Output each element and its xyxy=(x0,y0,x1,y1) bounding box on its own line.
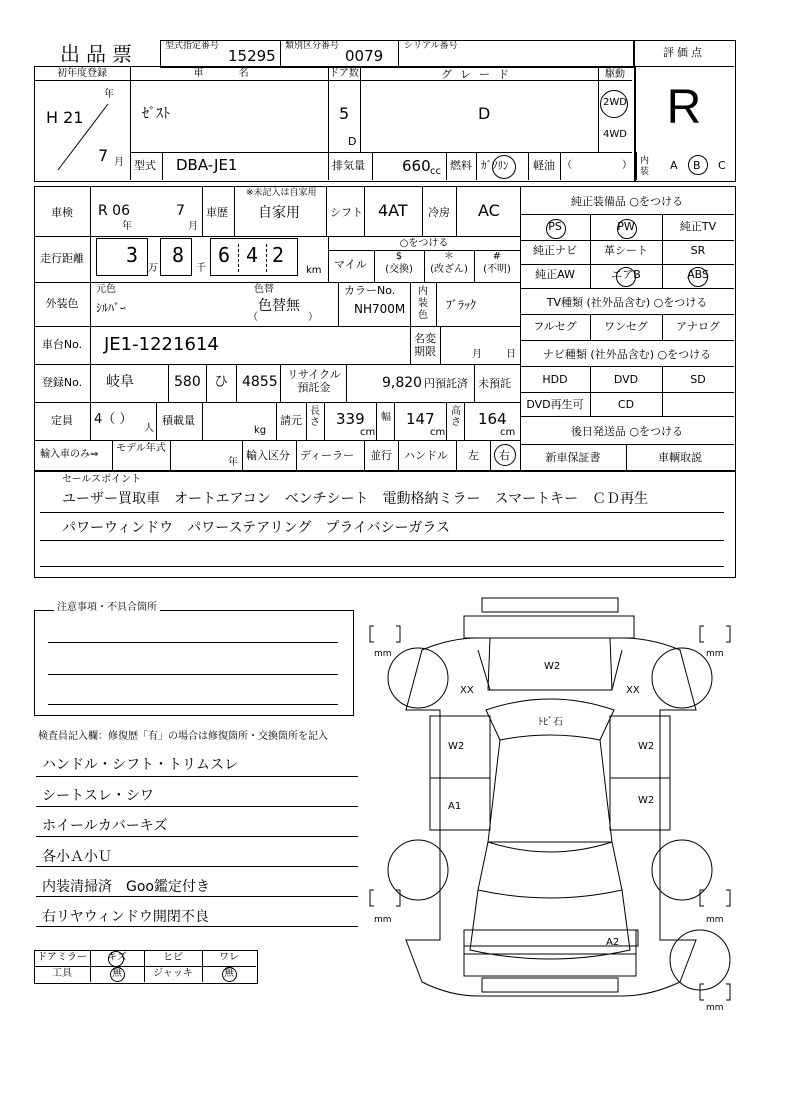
mileage-label: 走行距離 xyxy=(40,252,84,265)
drive-2wd: 2WD xyxy=(603,97,627,108)
disp-unit: cc xyxy=(430,166,441,177)
mileage-d5: 2 xyxy=(272,243,285,267)
equip-navi: 純正ナビ xyxy=(533,244,577,257)
load-label: 積載量 xyxy=(162,414,195,427)
capacity: 4（ ） xyxy=(94,412,133,427)
car-name: ｾﾞｽﾄ xyxy=(142,106,170,122)
mm-rr: mm xyxy=(706,915,724,925)
year-era: H 21 xyxy=(46,108,84,127)
sales-line-1: ユーザー買取車 オートエアコン ベンチシート 電動格納ミラー スマートキー ＣＤ再生 xyxy=(62,491,649,507)
equip-sr: SR xyxy=(690,244,706,257)
mileage-digit-box-1 xyxy=(96,238,148,276)
tool-label: 工具 xyxy=(52,968,72,979)
doors-sub: D xyxy=(348,135,357,148)
equip-title: 純正装備品 ○をつける xyxy=(570,195,684,208)
name-change-label: 名変期限 xyxy=(414,332,436,358)
model-label: 型式 xyxy=(134,159,156,172)
first-reg-label: 初年度登録 xyxy=(57,68,107,79)
color-no-label: カラーNo. xyxy=(344,284,396,297)
reg-month: 7 xyxy=(98,146,109,165)
mark-note: ○をつける xyxy=(399,238,449,249)
interior-label: 内装 xyxy=(640,156,650,177)
later-manual: 車輌取説 xyxy=(658,451,702,464)
class-label: 類別区分番号 xyxy=(285,41,340,51)
damage-hood: W2 xyxy=(544,661,561,672)
inspector-label: 検査員記入欄：修復歴「有」の場合は修復箇所・交換箇所を記入 xyxy=(38,731,328,742)
price-label: 請元 xyxy=(280,414,302,427)
ps-circle xyxy=(546,219,566,239)
tv-title: TV種類 (社外品含む) ○をつける xyxy=(546,296,708,309)
damage-fl-door: W2 xyxy=(448,741,465,752)
scratch-circle xyxy=(108,951,124,967)
caution-box xyxy=(34,610,354,716)
light-oil: 軽油 xyxy=(533,159,555,172)
grade-label: グレード xyxy=(441,68,517,81)
damage-rr-door: W2 xyxy=(638,795,655,806)
mm-fr: mm xyxy=(706,649,724,659)
kokan: (交換) xyxy=(385,264,413,275)
rating-label: 評価点 xyxy=(663,46,705,59)
note-line-2: シートスレ・シワ xyxy=(42,788,154,804)
chassis-label: 車台No. xyxy=(41,338,83,351)
len-cm: cm xyxy=(360,427,376,438)
inspection-label: 車検 xyxy=(51,206,73,219)
km-label: km xyxy=(306,265,322,276)
grade: D xyxy=(478,104,491,123)
history: 自家用 xyxy=(258,205,300,221)
dollar: $ xyxy=(395,251,403,262)
jack-circle xyxy=(222,967,237,982)
mileage-d3: 6 xyxy=(218,243,231,267)
equip-abs: ABS xyxy=(687,268,709,281)
sales-line-2: パワーウィンドウ パワーステアリング プライバシーガラス xyxy=(62,520,450,536)
note-line-1: ハンドル・シフト・トリムスレ xyxy=(42,757,238,773)
shift: 4AT xyxy=(378,201,408,220)
nav-title: ナビ種類 (社外品含む) ○をつける xyxy=(542,348,712,361)
door-mirror-label: ドアミラー xyxy=(37,952,87,963)
nen-label: 年 xyxy=(104,89,114,100)
rating-value: R xyxy=(666,81,702,134)
disp: 660 xyxy=(402,157,431,175)
left-hand: 左 xyxy=(468,449,479,462)
cap-unit: 人 xyxy=(144,423,154,434)
abs-circle xyxy=(688,267,708,287)
interior-c: C xyxy=(718,159,726,172)
ac: AC xyxy=(478,201,500,220)
insp-nen: 年 xyxy=(122,221,132,232)
nav-sd: SD xyxy=(690,373,706,386)
nc-day: 日 xyxy=(506,349,516,360)
interior-b: B xyxy=(693,159,701,172)
interior-a: A xyxy=(670,159,678,172)
width: 147 xyxy=(406,410,435,428)
chassis: JE1-1221614 xyxy=(104,334,219,355)
damage-windshield: ﾄﾋﾞ石 xyxy=(538,717,563,728)
color-no: NH700M xyxy=(354,302,406,316)
wid-cm: cm xyxy=(430,427,446,438)
class-value: 0079 xyxy=(345,47,384,65)
doors: 5 xyxy=(339,104,350,123)
airbag-circle xyxy=(616,267,636,287)
repaint-paren: （ ） xyxy=(248,312,318,323)
note-line-5: 内装清掃済 Goo鑑定付き xyxy=(42,879,210,895)
length: 339 xyxy=(336,410,365,428)
history-label: 車歴 xyxy=(206,206,228,219)
insp-tsuki: 月 xyxy=(188,221,198,232)
recycle: 9,820 xyxy=(382,375,423,391)
tsuki-label: 月 xyxy=(114,157,124,168)
equip-pw: PW xyxy=(617,220,635,233)
reg-label: 登録No. xyxy=(41,376,83,389)
drive-4wd: 4WD xyxy=(603,129,627,140)
type-value: 15295 xyxy=(228,47,276,65)
recycle-unit: 円預託済 xyxy=(424,377,468,390)
doors-label: ドア数 xyxy=(329,68,359,79)
equip-aw: 純正AW xyxy=(535,268,575,281)
hash: # xyxy=(492,251,502,262)
jack-value: 無 xyxy=(224,968,234,979)
hgt-cm: cm xyxy=(500,427,516,438)
load-unit: kg xyxy=(254,425,267,436)
repaint: 色替無 xyxy=(258,298,300,314)
damage-fl-fender: XX xyxy=(460,685,474,696)
history-note: ※未記入は自家用 xyxy=(246,188,317,198)
fuel-label: 燃料 xyxy=(450,159,472,172)
nc-month: 月 xyxy=(472,349,482,360)
mm-spare: mm xyxy=(706,1003,724,1013)
car-diagram xyxy=(360,590,760,1020)
fumei: (不明) xyxy=(483,264,511,275)
nav-cd: CD xyxy=(617,398,635,411)
repaint-label: 色替 xyxy=(254,284,274,295)
tv-fullseg: フルセグ xyxy=(533,320,577,333)
note-line-3: ホイールカバーキズ xyxy=(42,818,168,834)
kaizan: (改ざん) xyxy=(430,264,468,275)
my-nen: 年 xyxy=(228,457,238,468)
reg-class: 580 xyxy=(174,374,201,390)
later-warranty: 新車保証書 xyxy=(545,451,601,464)
recycle-none: 未預託 xyxy=(478,377,511,390)
color-label: 外装色 xyxy=(45,297,79,310)
damage-fr-door: W2 xyxy=(638,741,655,752)
caution-label: 注意事項・不具合箇所 xyxy=(54,603,160,613)
disp-label: 排気量 xyxy=(332,159,365,172)
shift-label: シフト xyxy=(330,206,363,219)
pw-circle xyxy=(617,219,637,239)
fuel-paren: （ ） xyxy=(562,160,632,171)
equip-ps: PS xyxy=(548,220,562,233)
star: ＊ xyxy=(444,251,454,262)
equip-airbag: エアB xyxy=(611,268,641,281)
wid-label: 幅 xyxy=(381,412,391,423)
ac-label: 冷房 xyxy=(428,206,450,219)
orig-color: ｼﾙﾊﾞｰ xyxy=(96,301,127,315)
car-name-label: 車 名 xyxy=(193,68,265,79)
orig-color-label: 元色 xyxy=(96,284,116,295)
serial-label: シリアル番号 xyxy=(404,41,458,51)
parallel: 並行 xyxy=(370,449,392,462)
import-type-label: 輸入区分 xyxy=(246,449,290,462)
note-line-6: 右リヤウィンドウ開閉不良 xyxy=(42,909,209,925)
mirror-break: ワレ xyxy=(219,952,239,963)
damage-rear-bumper: A2 xyxy=(606,937,620,948)
mileage-d1: 3 xyxy=(126,243,139,267)
nav-dvd: DVD xyxy=(613,373,639,386)
model: DBA-JE1 xyxy=(176,156,238,174)
tv-oneseg: ワンセグ xyxy=(604,320,648,333)
sales-label: セールスポイント xyxy=(62,474,142,485)
right-hand: 右 xyxy=(499,449,510,462)
int-color-label: 内装色 xyxy=(418,286,428,321)
height: 164 xyxy=(478,410,507,428)
model-year-label: モデル年式 xyxy=(116,443,166,454)
tool-circle xyxy=(110,967,125,982)
reg-area: 岐阜 xyxy=(106,374,134,390)
int-color: ﾌﾞﾗｯｸ xyxy=(446,298,477,312)
nav-hdd: HDD xyxy=(542,373,568,386)
reg-kana: ひ xyxy=(214,374,228,390)
import-label: 輸入車のみ⇒ xyxy=(40,449,99,460)
drive-label: 駆動 xyxy=(605,69,625,80)
insp-month: 7 xyxy=(176,203,185,219)
dealer: ディーラー xyxy=(300,449,355,462)
equip-leather: 革シート xyxy=(604,244,648,257)
mirror-scratch: キズ xyxy=(107,952,127,963)
jack-label: ジャッキ xyxy=(153,968,193,979)
nav-dvd-play: DVD再生可 xyxy=(526,398,584,411)
reg-num: 4855 xyxy=(242,374,278,390)
cap-label: 定員 xyxy=(51,414,73,427)
recycle-label: リサイクル預託金 xyxy=(287,368,341,394)
len-label: 長さ xyxy=(310,406,320,428)
handle: ハンドル xyxy=(404,449,448,462)
note-line-4: 各小Ａ小Ｕ xyxy=(42,849,112,865)
sen-label: 千 xyxy=(196,263,206,274)
mileage-d2: 8 xyxy=(172,243,185,267)
equip-tv: 純正TV xyxy=(679,220,717,233)
inspection: R 06 xyxy=(98,203,130,219)
damage-rl-door: A1 xyxy=(448,801,462,812)
mm-rl: mm xyxy=(374,915,392,925)
type-label: 型式指定番号 xyxy=(165,41,220,51)
fuel: ｶﾞｿﾘﾝ xyxy=(481,159,509,172)
man-label: 万 xyxy=(148,263,158,274)
form-title: 出品票 xyxy=(60,42,138,66)
mirror-crack: ヒビ xyxy=(163,952,183,963)
mm-fl: mm xyxy=(374,649,392,659)
tool-value: 無 xyxy=(112,968,122,979)
damage-fr-fender: XX xyxy=(626,685,640,696)
mileage-d4: 4 xyxy=(246,243,259,267)
later-title: 後日発送品 ○をつける xyxy=(570,425,684,438)
fuel-circle xyxy=(492,155,516,179)
hgt-label: 高さ xyxy=(451,406,461,428)
tv-analog: アナログ xyxy=(676,320,720,333)
mile: マイル xyxy=(334,258,367,271)
